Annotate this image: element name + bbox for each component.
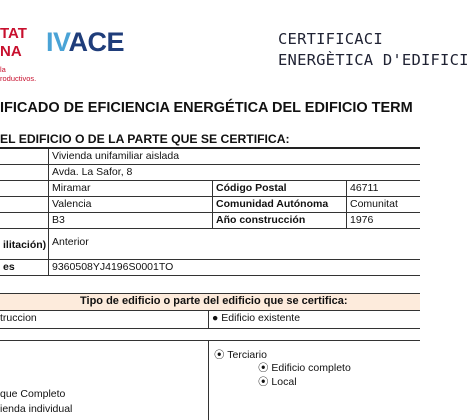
table-cell-label: ilitación) xyxy=(3,239,47,251)
complete-block-option[interactable]: que Completo xyxy=(0,388,66,400)
divider xyxy=(208,341,209,420)
section-heading: EL EDIFICIO O DE LA PARTE QUE SE CERTIFICA: xyxy=(0,132,290,146)
table-cell: Vivienda unifamiliar aislada xyxy=(48,149,420,164)
ivace-logo-part2: ACE xyxy=(68,27,125,57)
new-construction-option[interactable]: truccion xyxy=(0,312,37,324)
table-cell: 1976 xyxy=(346,213,420,228)
radio-empty-icon: ⦿ xyxy=(214,349,225,361)
logo-line-2: NA xyxy=(0,43,22,60)
table-row xyxy=(0,181,420,197)
table-cell-label: es xyxy=(3,261,15,273)
building-type-header xyxy=(0,293,420,311)
table-cell: Avda. La Safor, 8 xyxy=(48,165,420,180)
complete-building-label: Edificio completo xyxy=(271,362,351,374)
table-row xyxy=(0,229,420,260)
generalitat-logo xyxy=(0,26,44,83)
terciario-label: Terciario xyxy=(227,349,267,361)
logo-line-4: roductivos. xyxy=(0,74,37,83)
table-cell-label: Comunidad Autónoma xyxy=(212,197,346,212)
table-cell: 46711 xyxy=(346,181,420,196)
radio-filled-icon: ● xyxy=(212,312,219,324)
certificate-title-line2: ENERGÈTICA D'EDIFICI xyxy=(278,51,469,69)
table-cell: 9360508YJ4196S0001TO xyxy=(48,260,420,275)
table-row xyxy=(0,197,420,213)
table-cell-label: Código Postal xyxy=(212,181,346,196)
complete-building-option[interactable] xyxy=(258,360,351,375)
ivace-logo xyxy=(46,27,124,57)
certificate-title xyxy=(278,29,469,71)
table-cell: Valencia xyxy=(48,197,212,212)
building-type-header-label: Tipo de edificio o parte del edificio que se certifica: xyxy=(80,295,348,307)
table-cell: Miramar xyxy=(48,181,212,196)
existing-building-label: Edificio existente xyxy=(221,312,301,324)
page-title: IFICADO DE EFICIENCIA ENERGÉTICA DEL EDIFICIO TERM xyxy=(0,100,413,116)
table-cell-label: Año construcción xyxy=(212,213,346,228)
radio-empty-icon: ⦿ xyxy=(258,362,269,374)
table-cell: Anterior xyxy=(48,229,420,259)
local-label: Local xyxy=(271,376,297,388)
ivace-logo-part1: IV xyxy=(46,27,69,57)
local-option[interactable] xyxy=(258,374,297,389)
radio-empty-icon: ⦿ xyxy=(258,376,269,388)
table-row xyxy=(0,149,420,165)
certificate-title-line1: CERTIFICACI xyxy=(278,30,383,48)
divider xyxy=(208,310,209,328)
table-row xyxy=(0,165,420,181)
existing-building-option[interactable] xyxy=(212,312,300,324)
table-cell: B3 xyxy=(48,213,212,228)
divider xyxy=(0,340,420,341)
table-cell: Comunitat xyxy=(346,197,420,212)
table-row xyxy=(0,260,420,276)
logo-line-3: la xyxy=(0,65,6,74)
table-row xyxy=(0,213,420,229)
logo-line-1: TAT xyxy=(0,25,27,42)
building-type-row xyxy=(0,310,420,329)
individual-dwelling-option[interactable]: ienda individual xyxy=(0,403,73,415)
